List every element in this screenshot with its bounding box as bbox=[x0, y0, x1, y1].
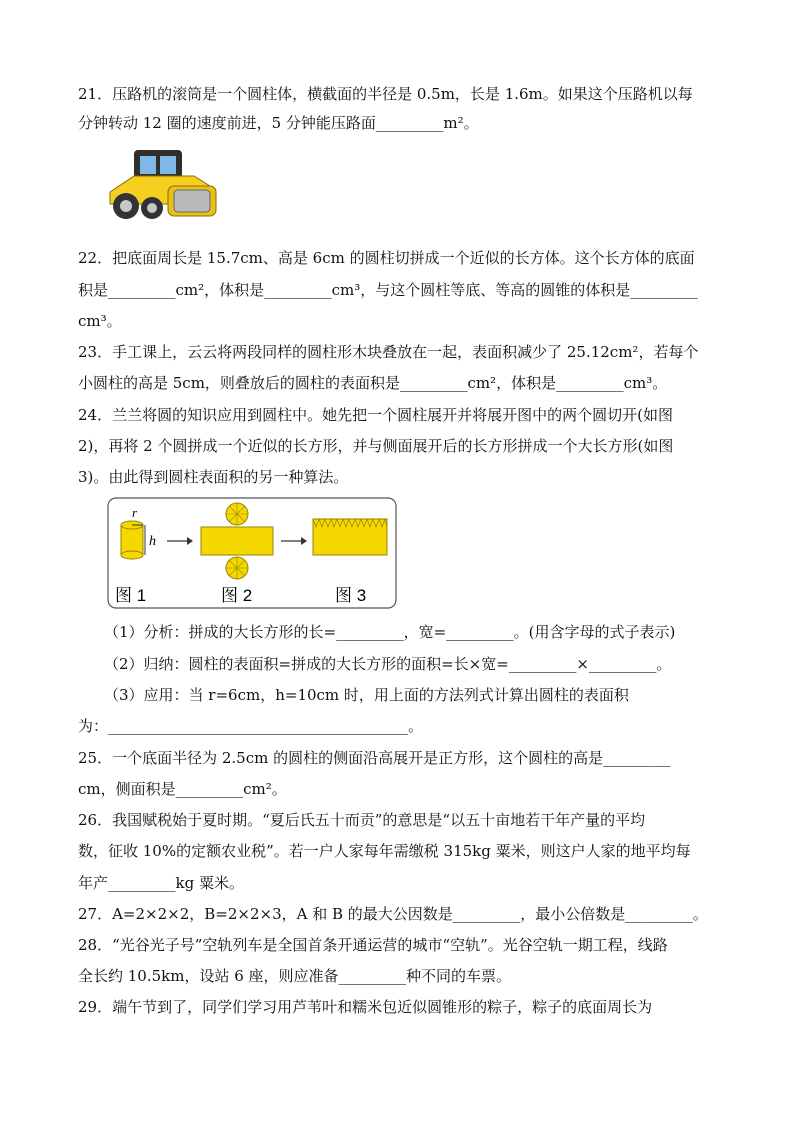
question-27-line-1: 27．A=2×2×2，B=2×2×3，A 和 B 的最大公因数是_________，最小公倍数是_________。 bbox=[78, 905, 708, 923]
cylinder-net-figure bbox=[107, 497, 397, 609]
question-28-line-1: 28．“光谷光子号”空轨列车是全国首条开通运营的城市“空轨”。光谷空轨一期工程，线路 bbox=[78, 936, 668, 954]
question-24-line-2: 2)，再将 2 个圆拼成一个近似的长方形，并与侧面展开后的长方形拼成一个大长方形(如图 bbox=[78, 437, 674, 455]
question-28-line-2: 全长约 10.5km，设站 6 座，则应准备_________种不同的车票。 bbox=[78, 967, 512, 985]
question-24-line-1: 24．兰兰将圆的知识应用到圆柱中。她先把一个圆柱展开并将展开图中的两个圆切开(如图 bbox=[78, 406, 673, 424]
question-24-part-2: （2）归纳：圆柱的表面积=拼成的大长方形的面积=长×宽=_________×_________。 bbox=[104, 655, 672, 673]
radius-label: r bbox=[132, 505, 138, 520]
big-rectangle bbox=[313, 519, 387, 555]
question-25-line-2: cm，侧面积是_________cm²。 bbox=[78, 780, 287, 798]
question-26-line-3: 年产_________kg 粟米。 bbox=[78, 874, 244, 892]
question-26-line-1: 26．我国赋税始于夏时期。“夏后氏五十而贡”的意思是“以五十亩地若干年产量的平均 bbox=[78, 811, 646, 829]
caption-fig3: 图 3 bbox=[335, 586, 367, 605]
question-24-part-3-answer: 为：________________________________________。 bbox=[78, 717, 424, 735]
question-24-part-3: （3）应用：当 r=6cm，h=10cm 时，用上面的方法列式计算出圆柱的表面积 bbox=[104, 686, 629, 704]
question-24-part-1: （1）分析：拼成的大长方形的长=_________，宽=_________。(用含字母的式子表示) bbox=[104, 623, 676, 641]
question-23-line-1: 23．手工课上，云云将两段同样的圆柱形木块叠放在一起，表面积减少了 25.12cm²，若每个 bbox=[78, 343, 699, 361]
question-26-line-2: 数，征收 10%的定额农业税”。若一户人家每年需缴税 315kg 粟米，则这户人家的地平均每 bbox=[78, 842, 691, 860]
question-22-line-3: cm³。 bbox=[78, 312, 122, 330]
question-29-line-1: 29．端午节到了，同学们学习用芦苇叶和糯米包近似圆锥形的粽子，粽子的底面周长为 bbox=[78, 998, 653, 1016]
caption-fig1: 图 1 bbox=[115, 586, 147, 605]
caption-fig2: 图 2 bbox=[221, 586, 253, 605]
question-22-line-1: 22．把底面周长是 15.7cm、高是 6cm 的圆柱切拼成一个近似的长方体。这个长方体的底面 bbox=[78, 249, 695, 267]
net-side-rectangle bbox=[201, 527, 273, 555]
height-label: h bbox=[149, 534, 156, 549]
road-roller-image bbox=[104, 146, 220, 222]
cylinder-bottom bbox=[121, 551, 143, 559]
question-25-line-1: 25．一个底面半径为 2.5cm 的圆柱的侧面沿高展开是正方形，这个圆柱的高是_________ bbox=[78, 749, 671, 767]
question-24-line-3: 3)。由此得到圆柱表面积的另一种算法。 bbox=[78, 468, 349, 486]
question-22-line-2: 积是_________cm²，体积是_________cm³，与这个圆柱等底、等高的圆锥的体积是_________ bbox=[78, 281, 698, 299]
question-21-line-2: 分钟转动 12 圈的速度前进，5 分钟能压路面_________m²。 bbox=[78, 114, 479, 132]
question-21-line-1: 21．压路机的滚筒是一个圆柱体，横截面的半径是 0.5m，长是 1.6m。如果这个压路机以每 bbox=[78, 85, 693, 103]
question-23-line-2: 小圆柱的高是 5cm，则叠放后的圆柱的表面积是_________cm²，体积是_________cm³。 bbox=[78, 374, 668, 392]
